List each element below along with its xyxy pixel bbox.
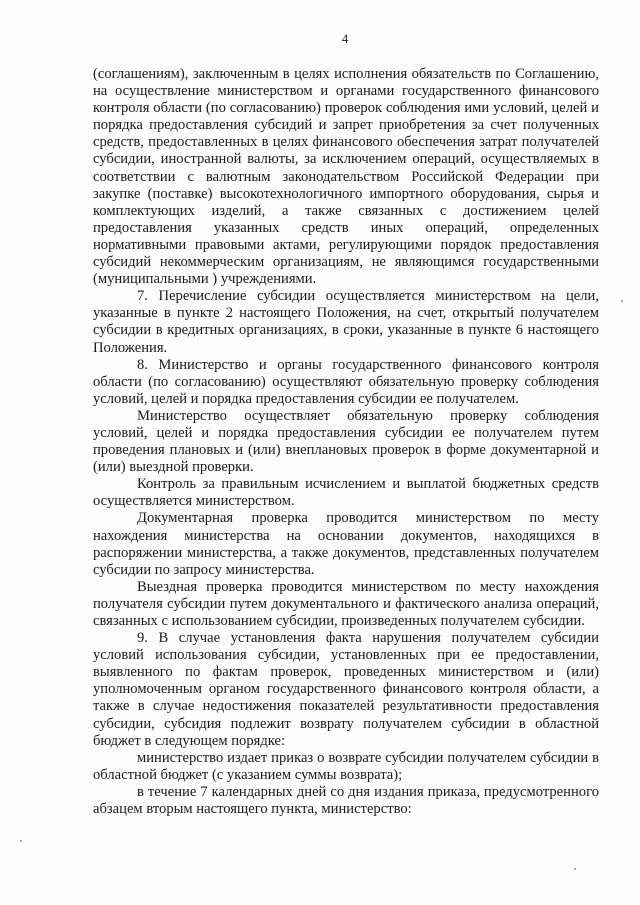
- paragraph-item-8: 8. Министерство и органы государственного финансового контроля области (по согласованию) осуществляют обязательную проверку соблюдения условий, целей и порядка предоставления субсидии ее получателем.: [93, 356, 599, 407]
- scan-speck: [20, 840, 22, 842]
- paragraph-continuation: (соглашениям), заключенным в целях исполнения обязательств по Соглашению, на осуществление министерством и органами государственного финансового контроля области (по согласованию) проверок соблюдения ими условий, целей и порядка предоставления субсидий и запрет приобретения за счет полученных средств, предоставленных в целях финансового обеспечения затрат получателей субсидии, иностранной валюты, за исключением операций, осуществляемых в соответствии с валютным законодательством Российской Федерации при закупке (поставке) высокотехнологичного импортного оборудования, сырья и комплектующих изделий, а также связанных с достижением целей предоставления указанных средств иных операций, определенных нормативными правовыми актами, регулирующими порядок предоставления субсидий некоммерческим организациям, не являющимся государственными (муниципальными ) учреждениями.: [93, 66, 599, 288]
- paragraph-item-7: 7. Перечисление субсидии осуществляется министерством на цели, указанные в пункте 2 настоящего Положения, на счет, открытый получателем субсидии в кредитных организациях, в сроки, указанные в пункте 6 настоящего Положения.: [93, 288, 599, 356]
- scan-speck: [621, 300, 623, 302]
- page-number: 4: [341, 31, 349, 46]
- paragraph-control: Контроль за правильным исчислением и выплатой бюджетных средств осуществляется министерством.: [93, 476, 599, 510]
- paragraph-deadline: в течение 7 календарных дней со дня издания приказа, предусмотренного абзацем вторым настоящего пункта, министерство:: [93, 783, 599, 818]
- paragraph-order: министерство издает приказ о возврате субсидии получателем субсидии в областной бюджет (с указанием суммы возврата);: [93, 749, 599, 783]
- paragraph-documentary-check: Документарная проверка проводится министерством по месту нахождения министерства на основании документов, находящихся в распоряжении министерства, а также документов, представленных получателем субсидии по запросу министерства.: [93, 510, 599, 578]
- document-body: [93, 66, 599, 818]
- paragraph-item-9: 9. В случае установления факта нарушения получателем субсидии условий использования субсидии, установленных при ее предоставлении, выявленного по фактам проверок, проведенных министерством и (или) уполномоченным органом государственного финансового контроля области, а также в случае недостижения показателей результативности предоставления субсидии, субсидия подлежит возврату получателем субсидии в областной бюджет в следующем порядке:: [93, 630, 599, 749]
- paragraph-onsite-check: Выездная проверка проводится министерством по месту нахождения получателя субсидии путем документального и фактического анализа операций, связанных с использованием субсидии, произведенных получателем субсидии.: [93, 578, 599, 629]
- scan-speck: [574, 868, 576, 870]
- paragraph-verification: Министерство осуществляет обязательную проверку соблюдения условий, целей и порядка предоставления субсидии ее получателем путем проведения плановых и (или) внеплановых проверок в форме документарной и (или) выездной проверки.: [93, 407, 599, 476]
